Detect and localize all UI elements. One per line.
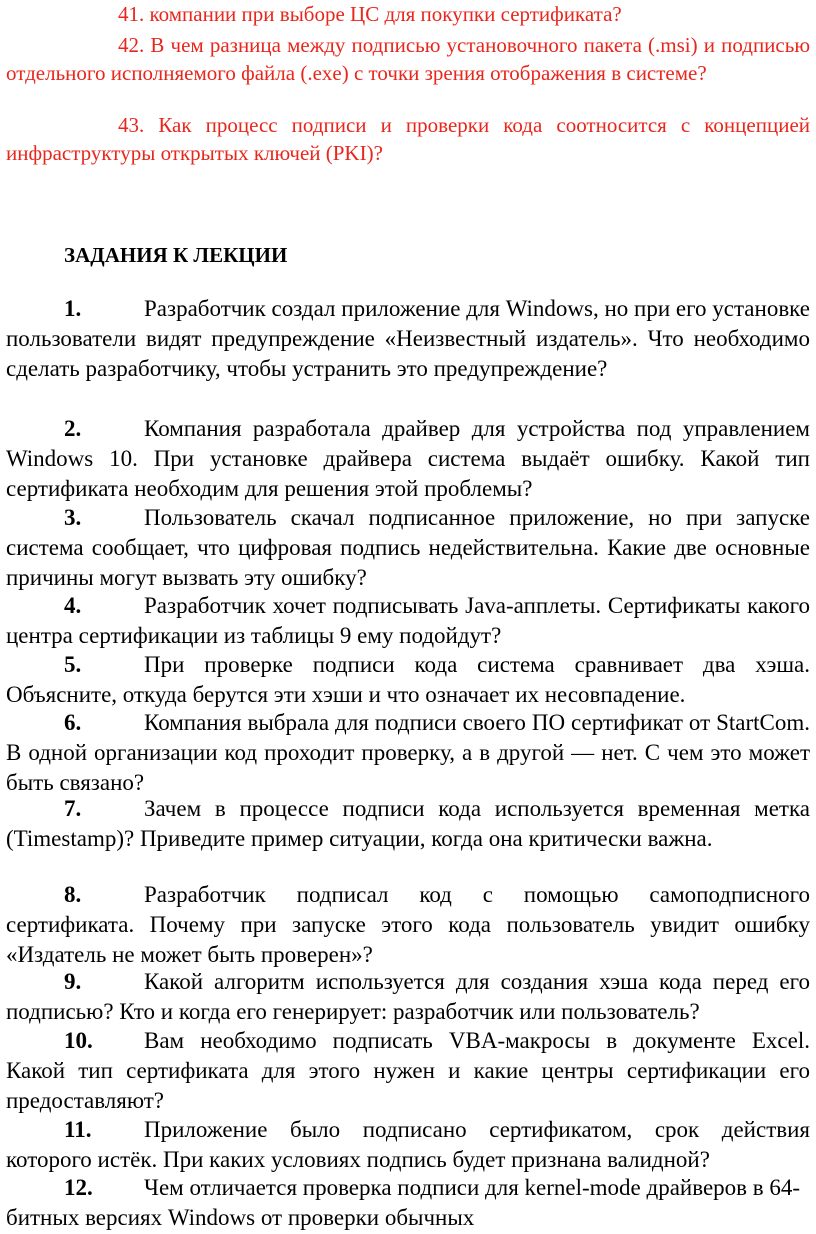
task-4	[6, 591, 810, 651]
task-8	[6, 880, 810, 970]
task-number: 4.	[64, 593, 82, 618]
task-10	[6, 1026, 810, 1116]
task-text: Разработчик подписал код с помощью самоподписного сертификата. Почему при запуске этого кода пользователь увидит ошибку «Издатель не может быть проверен»?	[6, 882, 810, 967]
question-41	[6, 0, 810, 28]
question-43	[6, 111, 810, 167]
task-text: Пользователь скачал подписанное приложение, но при запуске система сообщает, что цифровая подпись недействительна. Какие две основные причины могут вызвать эту ошибку?	[6, 505, 810, 590]
task-text: При проверке подписи кода система сравнивает два хэша. Объясните, откуда берутся эти хэши и что означает их несовпадение.	[6, 652, 810, 707]
task-number: 7.	[64, 796, 82, 821]
task-text: Какой алгоритм используется для создания хэша кода перед его подписью? Кто и когда его генерирует: разработчик или пользователь?	[6, 969, 810, 1024]
question-text: В чем разница между подписью установочного пакета (.msi) и подписью отдельного исполняемого файла (.exe) с точки зрения отображения в системе?	[6, 33, 811, 85]
question-text: компании при выборе ЦС для покупки сертификата?	[149, 2, 622, 26]
task-number: 2.	[64, 416, 82, 441]
task-text: Разработчик хочет подписывать Java-апплеты. Сертификаты какого центра сертификации из таблицы 9 ему подойдут?	[6, 593, 810, 648]
task-text: Чем отличается проверка подписи для kernel-mode драйверов в 64-битных версиях Windows от проверки обычных	[6, 1175, 801, 1230]
question-number: 43.	[118, 113, 145, 137]
task-3	[6, 503, 810, 593]
task-number: 1.	[64, 296, 82, 321]
task-5	[6, 650, 810, 710]
task-6	[6, 708, 810, 798]
task-text: Приложение было подписано сертификатом, срок действия которого истёк. При каких условиях подпись будет признана валидной?	[6, 1117, 810, 1172]
task-text: Разработчик создал приложение для Windows, но при его установке пользователи видят предупреждение «Неизвестный издатель». Что необходимо сделать разработчику, чтобы устранить это предупреждение?	[6, 296, 810, 381]
task-9	[6, 967, 810, 1027]
task-number: 5.	[64, 652, 82, 677]
task-number: 10.	[64, 1028, 93, 1053]
section-heading: ЗАДАНИЯ К ЛЕКЦИИ	[64, 243, 288, 267]
question-42	[6, 31, 810, 87]
task-7	[6, 794, 810, 854]
task-11	[6, 1115, 810, 1175]
task-number: 12.	[64, 1175, 93, 1200]
task-text: Компания разработала драйвер для устройства под управлением Windows 10. При установке драйвера система выдаёт ошибку. Какой тип сертификата необходим для решения этой проблемы?	[6, 416, 810, 501]
task-number: 11.	[64, 1117, 92, 1142]
task-number: 6.	[64, 710, 82, 735]
task-1	[6, 294, 810, 384]
task-2	[6, 414, 810, 504]
question-text: Как процесс подписи и проверки кода соотносится с концепцией инфраструктуры открытых ключей (PKI)?	[6, 113, 811, 165]
task-12	[6, 1173, 810, 1233]
task-number: 8.	[64, 882, 82, 907]
task-number: 3.	[64, 505, 82, 530]
task-text: Вам необходимо подписать VBA-макросы в документе Excel. Какой тип сертификата для этого нужен и какие центры сертификации его предоставляют?	[6, 1028, 810, 1113]
question-number: 41.	[118, 2, 145, 26]
task-number: 9.	[64, 969, 82, 994]
task-text: Зачем в процессе подписи кода используется временная метка (Timestamp)? Приведите пример ситуации, когда она критически важна.	[6, 796, 810, 851]
question-number: 42.	[118, 33, 145, 57]
task-text: Компания выбрала для подписи своего ПО сертификат от StartCom. В одной организации код проходит проверку, а в другой — нет. С чем это может быть связано?	[6, 710, 810, 795]
